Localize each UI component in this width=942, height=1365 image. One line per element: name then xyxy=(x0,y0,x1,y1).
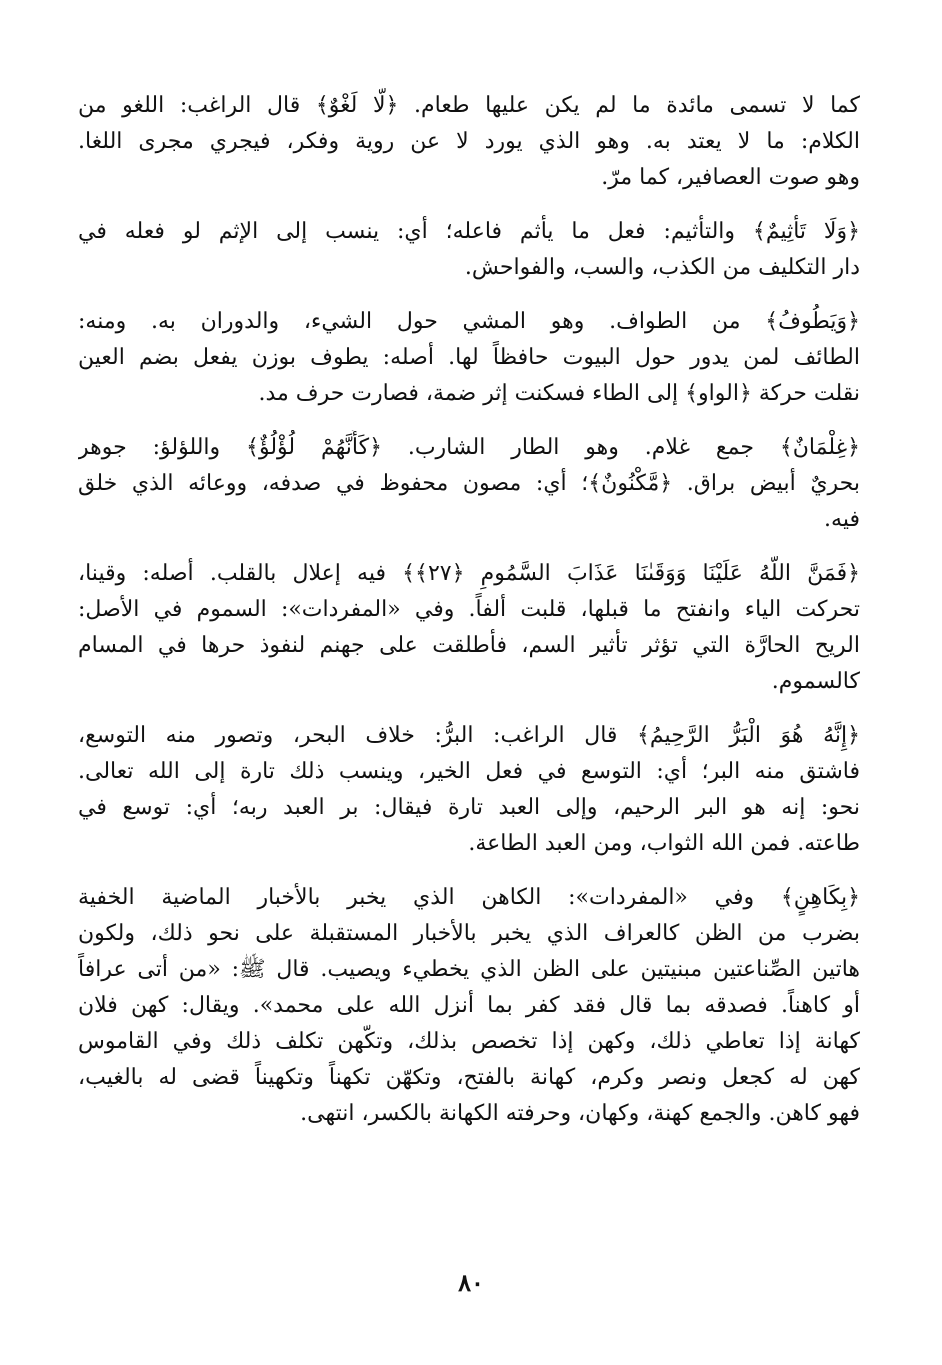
text-line: هاتين الصِّناعتين مبنيتين على الظن الذي يخطيء ويصيب. قال ﷺ: «من أتى عرافاً xyxy=(78,957,860,982)
text-line: كهانة إذا تعاطي ذلك، وكهن إذا تخصص بذلك، وتكّهن تكلف ذلك وفي القاموس xyxy=(78,1029,860,1054)
paragraph-7 xyxy=(78,880,860,1132)
text-line: كالسموم. xyxy=(771,669,860,694)
text-line: أو كاهناً. فصدقه بما قال فقد كفر بما أنزل الله على محمد». ويقال: كهن فلان xyxy=(78,993,860,1018)
text-line: فيه. xyxy=(824,507,860,532)
text-line: ﴿وَيَطُوفُ﴾ من الطواف. وهو المشي حول الشيء، والدوران به. ومنه: xyxy=(78,309,860,334)
paragraph-2 xyxy=(78,214,860,286)
text-line: كهن له كجعل ونصر وكرم، كهانة بالفتح، وتكهّن تكهناً وتكهيناً قضى له بالغيب، xyxy=(78,1065,860,1090)
text-line: الطائف لمن يدور حول البيوت حافظاً لها. أصله: يطوف بوزن يفعل بضم العين xyxy=(78,345,860,370)
text-line: بضرب من الظن كالعراف الذي يخبر بالأخبار المستقبلة على نحو ذلك، ولكون xyxy=(78,921,860,946)
text-line: نحو: إنه هو البر الرحيم، وإلى العبد تارة فيقال: بر العبد ربه؛ أي: توسع في xyxy=(78,795,860,820)
text-line: دار التكليف من الكذب، والسب، والفواحش. xyxy=(464,255,860,280)
text-line: ﴿إِنَّهُ هُوَ الْبَرُّ الرَّحِيمُ﴾ قال الراغب: البرُّ: خلاف البحر، وتصور منه التوسع، xyxy=(78,723,860,748)
text-line: وهو صوت العصافير، كما مرّ. xyxy=(601,165,860,190)
text-line: الريح الحارَّة التي تؤثر تأثير السم، فأطلقت على جهنم لنفوذ حرها في المسام xyxy=(78,633,860,658)
text-line: الكلام: ما لا يعتد به. وهو الذي يورد لا عن روية وفكر، فيجري مجرى اللغا. xyxy=(78,129,860,154)
text-line: ﴿غِلْمَانٌ﴾ جمع غلام. وهو الطار الشارب. ﴿كَأَنَّهُمْ لُؤْلُؤٌ﴾ واللؤلؤ: جوهر xyxy=(78,435,860,460)
page-body xyxy=(78,88,860,1318)
paragraph-6 xyxy=(78,718,860,862)
paragraph-5 xyxy=(78,556,860,700)
paragraph-3 xyxy=(78,304,860,412)
page-number: ٨٠ xyxy=(458,1268,484,1297)
text-line: كما لا تسمى مائدة ما لم يكن عليها طعام. ﴿لَّا لَغْوٌ﴾ قال الراغب: اللغو من xyxy=(78,93,860,118)
paragraph-1 xyxy=(78,88,860,196)
text-line: تحركت الياء وانفتح ما قبلها، قلبت ألفاً. وفي «المفردات»: السموم في الأصل: xyxy=(78,597,860,622)
text-line: ﴿وَلَا تَأْثِيمٌ﴾ والتأثيم: فعل ما يأثم فاعله؛ أي: ينسب إلى الإثم لو فعله في xyxy=(78,219,860,244)
text-line: طاعته. فمن الله الثواب، ومن العبد الطاعة. xyxy=(468,831,860,856)
text-line: ﴿فَمَنَّ اللَّهُ عَلَيْنَا وَوَقَىٰنَا عَذَابَ السَّمُومِ ﴿٢٧﴾﴾ فيه إعلال بالقلب. أصله: وقينا، xyxy=(78,561,860,586)
text-line: ﴿بِكَاهِنٍ﴾ وفي «المفردات»: الكاهن الذي يخبر بالأخبار الماضية الخفية xyxy=(78,885,860,910)
text-line: فاشتق منه البر؛ أي: التوسع في فعل الخير، وينسب ذلك تارة إلى الله تعالى. xyxy=(78,759,860,784)
paragraph-4 xyxy=(78,430,860,538)
text-line: فهو كاهن. والجمع كهنة، وكهان، وحرفته الكهانة بالكسر، انتهى. xyxy=(300,1101,860,1126)
text-line: بحريٌ أبيض براق. ﴿مَّكْنُونٌ﴾؛ أي: مصون محفوظ في صدفه، ووعائه الذي خلق xyxy=(78,471,860,496)
text-line: نقلت حركة ﴿الواو﴾ إلى الطاء فسكنت إثر ضمة، فصارت حرف مد. xyxy=(258,381,860,406)
